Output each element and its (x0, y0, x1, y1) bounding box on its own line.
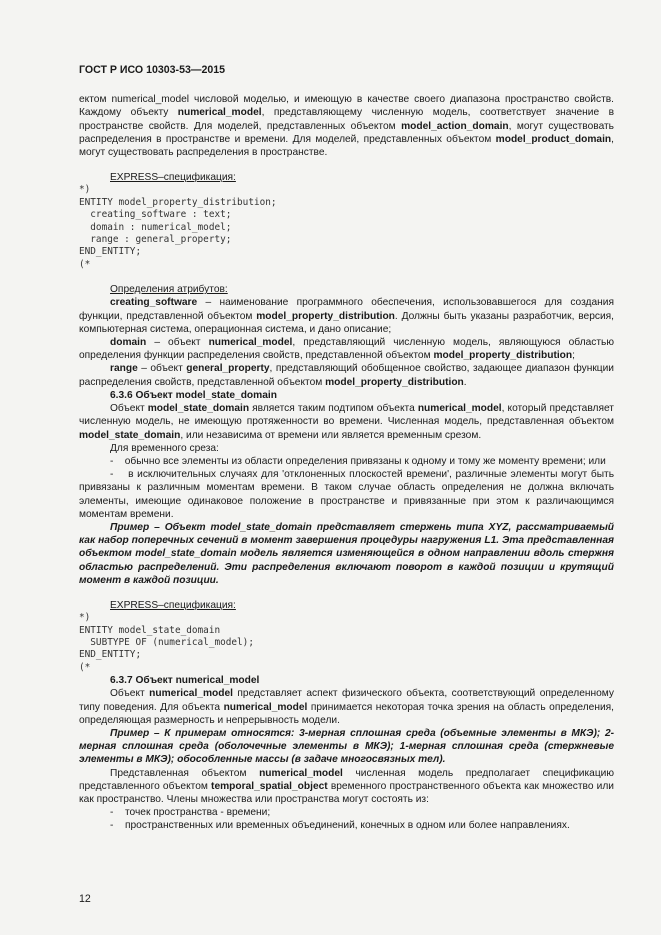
attributes-label: Определения атрибутов: (110, 284, 228, 296)
running-header: ГОСТ Р ИСО 10303-53—2015 (79, 64, 226, 76)
express-label-2: EXPRESS–спецификация: (110, 599, 236, 611)
express-label-1: EXPRESS–спецификация: (110, 172, 236, 184)
bold-term: model_action_domain (401, 120, 509, 132)
list-item: - в исключительных случаях для 'отклоненных плоскостей времени', различные элементы могут быть привязаны к различным моментам времени. В таком случае область определения не должна включать элементы, имеющие одинаковое положение в пространстве и привязанные при этом к различающимся моментам времени. (79, 469, 614, 520)
bold-term: model_property_distribution (433, 350, 573, 362)
intro-paragraph: ектом numerical_model числовой моделью, и имеющую в качестве своего диапазона пространство свойств. Каждому объекту numerical_model, представляющему численную модель, соответствует значение в пространстве свойств. Для моделей, представленных объектом model_action_domain, могут существовать распределения в пространстве и времени. Для моделей, представленных объектом model_product_domain, могут существовать распределения в пространстве. (79, 94, 614, 159)
example-1: Пример – Объект model_state_domain представляет стержень типа XYZ, рассматриваемый как набор поперечных сечений в момент завершения процедуры нагружения L1. Эта представленная объектом model_state_domain модель является изменяющейся в одном направлении вдоль стержня областью распределений. Эти распределения включают поворот в каждой позиции и крутящий момент в каждой позиции. (79, 521, 614, 586)
bold-term: general_property (186, 363, 270, 375)
section-6-3-7-title: 6.3.7 Объект numerical_model (110, 675, 260, 687)
document-page (79, 64, 614, 833)
page-number: 12 (79, 893, 91, 905)
section-6-3-6-title: 6.3.6 Объект model_state_domain (110, 389, 277, 401)
bold-term: numerical_model (208, 337, 293, 349)
bold-term: numerical_model (417, 403, 502, 415)
bold-term: range (110, 363, 138, 375)
list-item: - пространственных или временных объединений, конечных в одном или более направлениях. (110, 820, 570, 832)
bold-term: model_property_distribution (256, 310, 395, 322)
bold-term: numerical_model (149, 688, 233, 700)
example-2: Пример – К примерам относятся: 3-мерная сплошная среда (объемные элементы в МКЭ); 2-мерная сплошная среда (оболочечные элементы в МКЭ); 1-мерная сплошная среда (стержневые элементы в МКЭ); обособленные массы (в задаче многосвязных тел). (79, 727, 614, 766)
bold-term: model_state_domain (147, 403, 250, 415)
bold-term: numerical_model (259, 767, 343, 779)
list-item: - точек пространства - времени; (110, 807, 271, 819)
attribute-creating-software: creating_software – наименование программного обеспечения, использовавшегося для создания функции, представленной объектом model_property_distribution. Должны быть указаны разработчик, версия, компьютерная система, операционная система, и дано описание; (79, 297, 614, 335)
attribute-domain: domain – объект numerical_model, представляющий численную модель, являющуюся областью определения функции распределения свойств, представленной объектом model_property_distribution; (79, 337, 615, 362)
bold-term: model_property_distribution (325, 376, 464, 388)
express-code-2: *) ENTITY model_state_domain SUBTYPE OF (numerical_model); END_ENTITY; (* (79, 612, 254, 673)
section-6-3-6-paragraph: Объект model_state_domain является таким подтипом объекта numerical_model, который представляет численную модель, не имеющую протяженности во времени. Численная модель, представленная объектом model_state_domain, или независима от времени или является временным срезом. (79, 403, 614, 441)
list-item: - обычно все элементы из области определения привязаны к одному и тому же моменту времени; или (110, 455, 606, 467)
bold-term: numerical_model (177, 107, 262, 119)
section-6-3-7-paragraph: Объект numerical_model представляет аспект физического объекта, соответствующий определенному типу поведения. Для объекта numerical_model принимается некоторая точка зрения на область определения, определяющая размерность и непрерывность модели. (79, 688, 614, 726)
section-6-3-7-paragraph-2: Представленная объектом numerical_model численная модель предполагает спецификацию представленного объектом temporal_spatial_object временного пространственного объекта как множество или как пространство. Члены множества или пространства могут состоять из: (79, 767, 614, 805)
express-code-1: *) ENTITY model_property_distribution; creating_software : text; domain : numerical_model; range : general_property; END_ENTITY; (* (79, 184, 277, 270)
bold-term: model_product_domain (495, 133, 612, 145)
time-slice-intro: Для временного среза: (110, 442, 219, 454)
attribute-range: range – объект general_property, представляющий обобщенное свойство, задающее диапазон функции распределения свойств, представленной объектом model_property_distribution. (79, 363, 614, 388)
bold-term: creating_software (110, 297, 198, 309)
bold-term: numerical_model (223, 701, 308, 713)
bold-term: domain (110, 337, 147, 349)
bold-term: model_state_domain (79, 429, 181, 441)
bold-term: temporal_spatial_object (211, 780, 328, 792)
